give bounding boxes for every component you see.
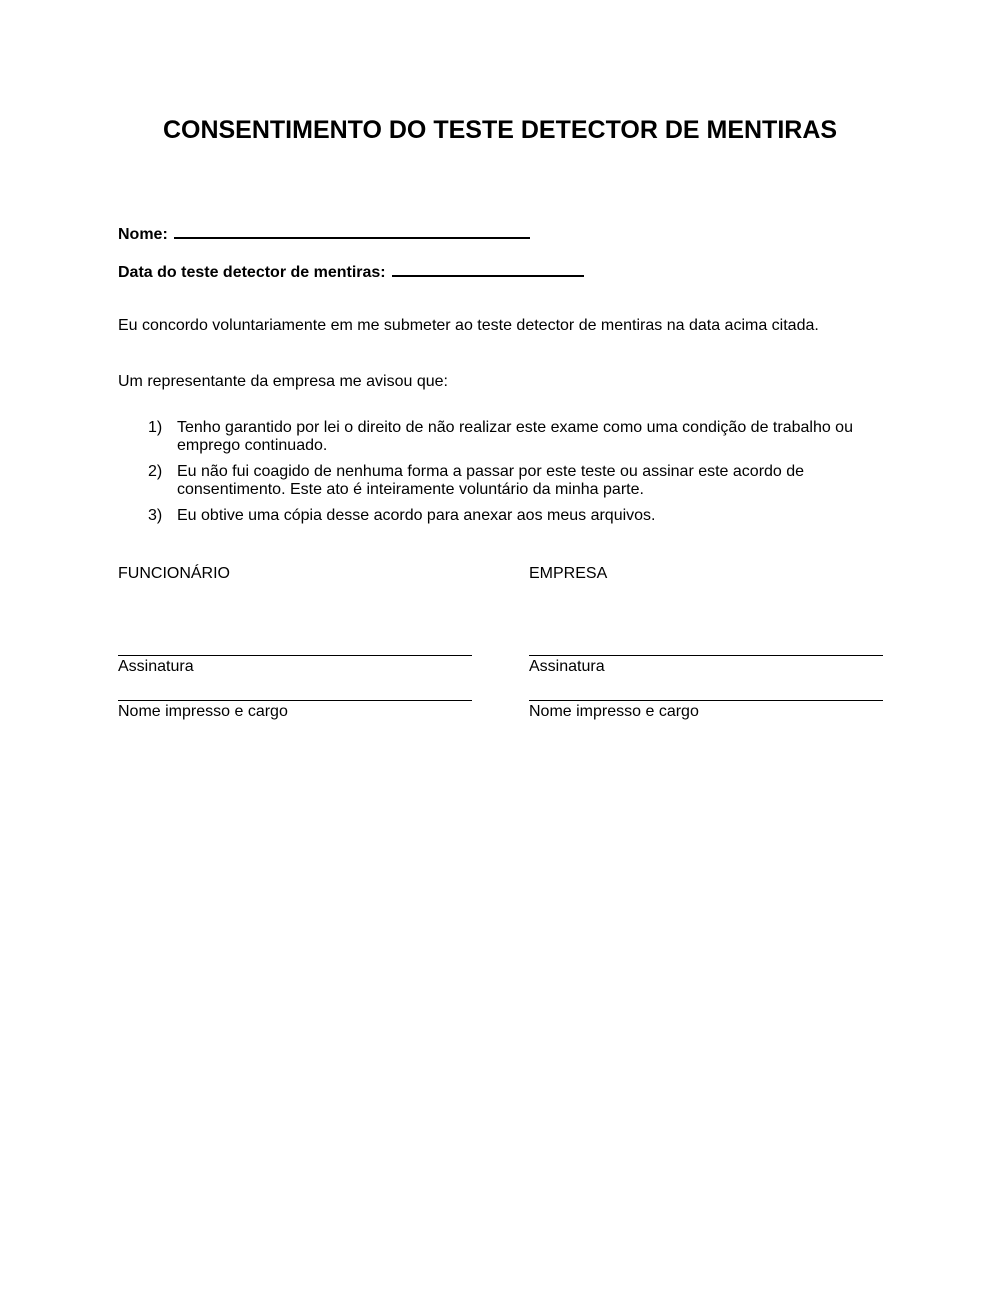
list-item-number: 1)	[148, 419, 163, 436]
employee-name-label: Nome impresso e cargo	[118, 703, 288, 720]
list-item	[148, 507, 888, 525]
list-item	[148, 419, 888, 455]
name-label: Nome:	[118, 226, 168, 243]
employee-signature-label: Assinatura	[118, 658, 194, 675]
list-item-number: 3)	[148, 507, 163, 524]
employee-signature-block	[118, 565, 472, 721]
test-date-blank-line[interactable]	[392, 261, 584, 277]
agreement-paragraph: Eu concordo voluntariamente em me submeter ao teste detector de mentiras na data acima citada.	[118, 317, 819, 334]
name-blank-line[interactable]	[174, 223, 530, 239]
list-item-text: Tenho garantido por lei o direito de não realizar este exame como uma condição de trabalho ou emprego continuado.	[177, 419, 853, 454]
company-name-label: Nome impresso e cargo	[529, 703, 699, 720]
employee-heading: FUNCIONÁRIO	[118, 565, 230, 582]
test-date-label: Data do teste detector de mentiras:	[118, 264, 386, 281]
intro-paragraph: Um representante da empresa me avisou que:	[118, 373, 448, 390]
company-signature-line[interactable]	[529, 655, 883, 656]
document-title: CONSENTIMENTO DO TESTE DETECTOR DE MENTIRAS	[162, 116, 838, 144]
acknowledgement-list	[148, 419, 888, 533]
employee-signature-line[interactable]	[118, 655, 472, 656]
company-heading: EMPRESA	[529, 565, 608, 582]
list-item-text: Eu não fui coagido de nenhuma forma a passar por este teste ou assinar este acordo de consentimento. Este ato é inteiramente voluntário da minha parte.	[177, 463, 805, 498]
test-date-field	[118, 261, 584, 282]
name-field	[118, 223, 530, 244]
list-item-number: 2)	[148, 463, 163, 480]
company-name-line[interactable]	[529, 700, 883, 701]
employee-name-line[interactable]	[118, 700, 472, 701]
company-signature-block	[529, 565, 883, 721]
list-item-text: Eu obtive uma cópia desse acordo para anexar aos meus arquivos.	[177, 507, 656, 524]
list-item	[148, 463, 888, 499]
company-signature-label: Assinatura	[529, 658, 605, 675]
